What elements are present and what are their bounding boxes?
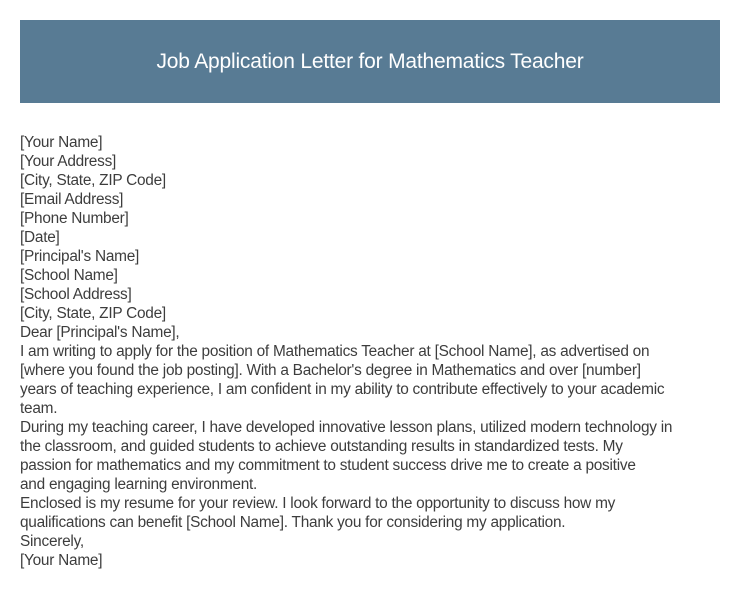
signature: [Your Name] [20, 552, 103, 569]
paragraph-line: During my teaching career, I have developed innovative lesson plans, utilized modern technology in [20, 419, 673, 436]
paragraph-line: and engaging learning environment. [20, 476, 258, 493]
recipient-school: [School Name] [20, 267, 118, 284]
paragraph-line: qualifications can benefit [School Name]. Thank you for considering my application. [20, 514, 566, 531]
paragraph-line: I am writing to apply for the position of Mathematics Teacher at [School Name], as advertised on [20, 343, 650, 360]
salutation: Dear [Principal's Name], [20, 324, 180, 341]
recipient-name: [Principal's Name] [20, 248, 140, 265]
sender-address: [Your Address] [20, 153, 117, 170]
paragraph-line: the classroom, and guided students to achieve outstanding results in standardized tests. My [20, 438, 623, 455]
paragraph-intro [20, 342, 725, 418]
paragraph-line: team. [20, 400, 58, 417]
paragraph-line: passion for mathematics and my commitment to student success drive me to create a positive [20, 457, 636, 474]
page-title: Job Application Letter for Mathematics Teacher [156, 49, 584, 73]
sender-city-state-zip: [City, State, ZIP Code] [20, 172, 166, 189]
letter-body [20, 133, 725, 570]
paragraph-line: Enclosed is my resume for your review. I look forward to the opportunity to discuss how my [20, 495, 616, 512]
page-header [20, 20, 720, 103]
recipient-city-state-zip: [City, State, ZIP Code] [20, 305, 166, 322]
sender-block [20, 133, 725, 247]
paragraph-closing [20, 494, 725, 532]
paragraph-line: [where you found the job posting]. With a Bachelor's degree in Mathematics and over [number] [20, 362, 641, 379]
sender-phone: [Phone Number] [20, 210, 129, 227]
letter-date: [Date] [20, 229, 60, 246]
complimentary-close: Sincerely, [20, 533, 84, 550]
paragraph-line: years of teaching experience, I am confident in my ability to contribute effectively to your academic [20, 381, 665, 398]
sender-email: [Email Address] [20, 191, 124, 208]
sender-name: [Your Name] [20, 134, 103, 151]
recipient-school-address: [School Address] [20, 286, 132, 303]
paragraph-experience [20, 418, 725, 494]
recipient-block [20, 247, 725, 323]
